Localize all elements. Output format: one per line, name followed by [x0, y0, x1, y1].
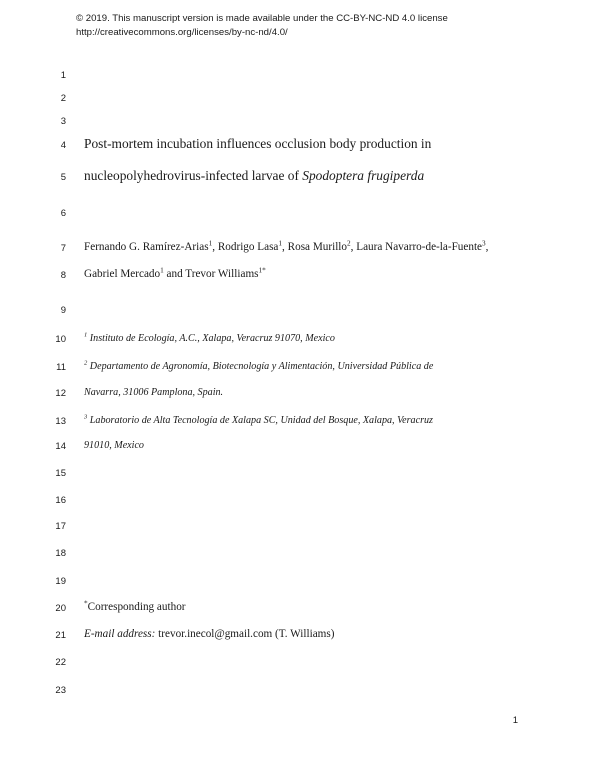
- line-number: 17: [55, 521, 66, 532]
- affiliation-2-line-2: Navarra, 31006 Pamplona, Spain.: [84, 387, 224, 398]
- line-number: 20: [55, 603, 66, 614]
- affiliation-3-line-1: [84, 415, 433, 426]
- line-number: 8: [60, 270, 66, 281]
- author-name: Gabriel Mercado: [84, 268, 161, 280]
- separator: ,: [485, 241, 489, 253]
- corresponding-mark: *: [84, 599, 88, 608]
- corresponding-label: Corresponding author: [87, 601, 186, 613]
- affiliation-mark: 1: [84, 331, 88, 339]
- affiliation-1: [84, 333, 335, 344]
- line-number: 6: [60, 208, 66, 219]
- line-number: 4: [60, 140, 66, 151]
- title-line-2: [84, 168, 424, 184]
- corresponding-author: [84, 601, 186, 613]
- affiliation-2-line-1: [84, 361, 433, 372]
- affiliation-mark: 2: [84, 359, 88, 367]
- line-number: 22: [55, 657, 66, 668]
- line-number: 16: [55, 495, 66, 506]
- line-number: 3: [60, 116, 66, 127]
- line-number: 9: [60, 305, 66, 316]
- line-number: 18: [55, 548, 66, 559]
- author-affiliation-mark: 3: [482, 239, 486, 248]
- affiliation-mark: 3: [84, 413, 88, 421]
- line-number: 11: [56, 362, 66, 373]
- line-number: 12: [55, 388, 66, 399]
- separator: ,: [350, 241, 357, 253]
- line-number: 2: [60, 93, 66, 104]
- author-name: Rosa Murillo: [287, 241, 347, 253]
- line-number: 21: [55, 630, 66, 641]
- author-affiliation-mark: 1: [208, 239, 213, 248]
- line-number: 23: [55, 685, 66, 696]
- line-number: 10: [55, 334, 66, 345]
- email-line: [84, 628, 334, 640]
- separator: ,: [282, 241, 288, 253]
- affiliation-3-line-2: 91010, Mexico: [84, 440, 144, 451]
- title-prefix: nucleopolyhedrovirus-infected larvae of: [84, 168, 303, 183]
- separator: ,: [332, 361, 335, 372]
- line-number: 7: [60, 243, 66, 254]
- email-label: E-mail address:: [84, 628, 156, 640]
- line-number: 5: [60, 172, 66, 183]
- page-number: 1: [512, 715, 518, 726]
- author-affiliation-mark: 1: [160, 266, 164, 275]
- email-address[interactable]: trevor.inecol@gmail.com (T. Williams): [155, 628, 335, 640]
- line-number: 13: [55, 416, 66, 427]
- author-line-1: [84, 241, 488, 253]
- affiliation-text: Laboratorio de Alta Tecnología de Xalapa SC, Unidad del Bosque, Xalapa, Veracruz: [87, 415, 433, 426]
- affiliation-text: Departamento de Agronomía, Biotecnología y Alimentación: [87, 361, 333, 372]
- separator: and: [163, 268, 186, 280]
- line-number: 14: [55, 441, 66, 452]
- line-number: 1: [60, 70, 66, 81]
- license-url[interactable]: http://creativecommons.org/licenses/by-nc-nd/4.0/: [76, 27, 288, 38]
- title-species: Spodoptera frugiperda: [302, 168, 425, 183]
- title-line-1: Post-mortem incubation influences occlusion body production in: [84, 136, 432, 151]
- affiliation-text: Instituto de Ecología, A.C., Xalapa, Veracruz 91070, Mexico: [87, 333, 335, 344]
- author-name: Trevor Williams: [185, 268, 259, 280]
- license-notice: [76, 12, 448, 40]
- author-affiliation-mark: 1*: [258, 266, 266, 275]
- author-affiliation-mark: 2: [347, 239, 351, 248]
- author-name: Fernando G. Ramírez-Arias: [84, 241, 209, 253]
- line-number: 15: [55, 468, 66, 479]
- separator: ,: [212, 241, 218, 253]
- author-affiliation-mark: 1: [278, 239, 283, 248]
- license-line-1: © 2019. This manuscript version is made available under the CC-BY-NC-ND 4.0 license: [76, 13, 448, 24]
- affiliation-text: Universidad Pública de: [334, 361, 434, 372]
- author-name: Rodrigo Lasa: [217, 241, 279, 253]
- author-name: Laura Navarro-de-la-Fuente: [356, 241, 483, 253]
- line-number: 19: [55, 576, 66, 587]
- author-line-2: [84, 268, 266, 280]
